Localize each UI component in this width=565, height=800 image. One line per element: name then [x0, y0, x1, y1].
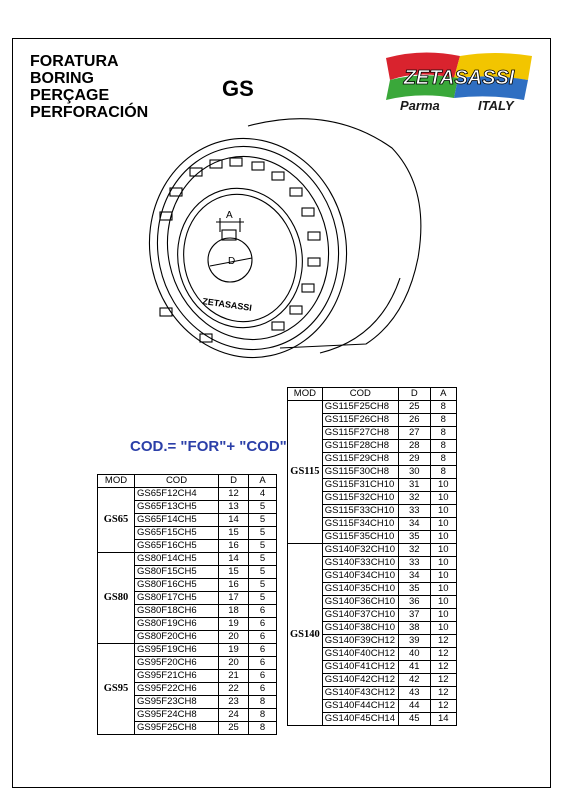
cod-cell: GS115F27CH8	[322, 427, 398, 440]
mod-header: MOD	[98, 475, 135, 488]
title-line-italian: FORATURA	[30, 53, 119, 70]
cod-cell: GS140F42CH12	[322, 674, 398, 687]
cod-cell: GS80F15CH5	[135, 566, 219, 579]
cod-cell: GS140F36CH10	[322, 596, 398, 609]
a-cell: 12	[430, 687, 456, 700]
a-cell: 6	[249, 644, 277, 657]
cod-cell: GS140F34CH10	[322, 570, 398, 583]
cod-cell: GS80F19CH6	[135, 618, 219, 631]
d-cell: 25	[398, 401, 430, 414]
cod-cell: GS140F39CH12	[322, 635, 398, 648]
a-cell: 10	[430, 505, 456, 518]
cod-cell: GS80F20CH6	[135, 631, 219, 644]
cod-cell: GS95F21CH6	[135, 670, 219, 683]
d-cell: 27	[398, 427, 430, 440]
d-cell: 19	[219, 618, 249, 631]
a-cell: 8	[430, 466, 456, 479]
d-cell: 41	[398, 661, 430, 674]
d-cell: 19	[219, 644, 249, 657]
cod-cell: GS140F44CH12	[322, 700, 398, 713]
model-group-cell: GS115	[288, 401, 323, 544]
cod-cell: GS140F45CH14	[322, 713, 398, 726]
a-header: A	[249, 475, 277, 488]
a-cell: 5	[249, 553, 277, 566]
cod-cell: GS95F24CH8	[135, 709, 219, 722]
d-cell: 12	[219, 488, 249, 501]
cod-cell: GS115F34CH10	[322, 518, 398, 531]
a-cell: 5	[249, 592, 277, 605]
table-row	[98, 488, 277, 501]
cod-cell: GS140F40CH12	[322, 648, 398, 661]
d-cell: 42	[398, 674, 430, 687]
a-cell: 10	[430, 518, 456, 531]
cod-cell: GS80F17CH5	[135, 592, 219, 605]
a-cell: 10	[430, 609, 456, 622]
d-cell: 33	[398, 557, 430, 570]
logo-brand-text: ZETASASSI	[403, 67, 515, 89]
cod-cell: GS80F18CH6	[135, 605, 219, 618]
d-header: D	[219, 475, 249, 488]
a-cell: 6	[249, 618, 277, 631]
hub-front-rim	[130, 120, 367, 370]
cod-cell: GS115F32CH10	[322, 492, 398, 505]
mod-header: MOD	[288, 388, 323, 401]
cod-header: COD	[322, 388, 398, 401]
a-cell: 5	[249, 527, 277, 540]
d-cell: 25	[219, 722, 249, 735]
logo-country: ITALY	[478, 98, 514, 113]
d-cell: 16	[219, 540, 249, 553]
d-cell: 45	[398, 713, 430, 726]
d-cell: 43	[398, 687, 430, 700]
boring-table-right	[287, 387, 457, 726]
a-cell: 8	[249, 696, 277, 709]
d-cell: 33	[398, 505, 430, 518]
hub-face	[165, 177, 315, 340]
a-cell: 10	[430, 492, 456, 505]
cod-cell: GS95F20CH6	[135, 657, 219, 670]
a-cell: 12	[430, 661, 456, 674]
a-cell: 10	[430, 596, 456, 609]
table-row	[288, 544, 457, 557]
dim-a-label: A	[226, 210, 233, 221]
cod-cell: GS65F16CH5	[135, 540, 219, 553]
table-row	[98, 644, 277, 657]
title-line-english: BORING	[30, 70, 94, 87]
d-cell: 15	[219, 566, 249, 579]
d-cell: 32	[398, 544, 430, 557]
a-header: A	[430, 388, 456, 401]
cod-cell: GS115F28CH8	[322, 440, 398, 453]
d-cell: 28	[398, 440, 430, 453]
d-cell: 14	[219, 553, 249, 566]
a-cell: 6	[249, 670, 277, 683]
a-cell: 14	[430, 713, 456, 726]
cod-cell: GS80F16CH5	[135, 579, 219, 592]
cod-cell: GS115F25CH8	[322, 401, 398, 414]
d-cell: 38	[398, 622, 430, 635]
cod-cell: GS65F15CH5	[135, 527, 219, 540]
d-header: D	[398, 388, 430, 401]
cod-cell: GS140F38CH10	[322, 622, 398, 635]
a-cell: 12	[430, 648, 456, 661]
d-cell: 31	[398, 479, 430, 492]
a-cell: 6	[249, 631, 277, 644]
a-cell: 6	[249, 683, 277, 696]
d-cell: 39	[398, 635, 430, 648]
d-cell: 18	[219, 605, 249, 618]
cod-cell: GS95F25CH8	[135, 722, 219, 735]
cod-cell: GS115F30CH8	[322, 466, 398, 479]
title-line-french: PERÇAGE	[30, 87, 110, 104]
a-cell: 10	[430, 583, 456, 596]
a-cell: 8	[430, 414, 456, 427]
a-cell: 6	[249, 605, 277, 618]
d-cell: 15	[219, 527, 249, 540]
d-cell: 13	[219, 501, 249, 514]
a-cell: 10	[430, 570, 456, 583]
cod-cell: GS95F23CH8	[135, 696, 219, 709]
cod-cell: GS115F26CH8	[322, 414, 398, 427]
a-cell: 8	[430, 440, 456, 453]
cod-cell: GS140F33CH10	[322, 557, 398, 570]
a-cell: 5	[249, 540, 277, 553]
cod-cell: GS115F35CH10	[322, 531, 398, 544]
d-cell: 32	[398, 492, 430, 505]
a-cell: 8	[430, 427, 456, 440]
gs-coupling-drawing	[130, 108, 430, 370]
a-cell: 12	[430, 635, 456, 648]
table-row	[288, 401, 457, 414]
a-cell: 5	[249, 514, 277, 527]
cod-cell: GS65F12CH4	[135, 488, 219, 501]
d-cell: 40	[398, 648, 430, 661]
a-cell: 10	[430, 557, 456, 570]
cod-cell: GS140F37CH10	[322, 609, 398, 622]
cod-cell: GS95F22CH6	[135, 683, 219, 696]
drawing-brand-mark: ZETASASSI	[201, 296, 253, 313]
cod-formula: COD.= "FOR"+ "COD"	[130, 438, 287, 455]
model-group-cell: GS80	[98, 553, 135, 644]
a-cell: 10	[430, 544, 456, 557]
d-cell: 29	[398, 453, 430, 466]
a-cell: 4	[249, 488, 277, 501]
cod-cell: GS115F33CH10	[322, 505, 398, 518]
d-cell: 35	[398, 531, 430, 544]
d-cell: 34	[398, 570, 430, 583]
cod-cell: GS115F31CH10	[322, 479, 398, 492]
a-cell: 12	[430, 700, 456, 713]
d-cell: 14	[219, 514, 249, 527]
a-cell: 12	[430, 674, 456, 687]
a-cell: 10	[430, 622, 456, 635]
a-cell: 8	[430, 453, 456, 466]
cod-cell: GS80F14CH5	[135, 553, 219, 566]
d-cell: 20	[219, 631, 249, 644]
boring-table-left	[97, 474, 277, 735]
a-cell: 10	[430, 479, 456, 492]
d-cell: 20	[219, 657, 249, 670]
model-name: GS	[222, 76, 254, 101]
d-cell: 34	[398, 518, 430, 531]
d-cell: 36	[398, 596, 430, 609]
d-cell: 21	[219, 670, 249, 683]
a-cell: 5	[249, 566, 277, 579]
cod-header: COD	[135, 475, 219, 488]
cod-cell: GS115F29CH8	[322, 453, 398, 466]
model-group-cell: GS140	[288, 544, 323, 726]
a-cell: 8	[249, 709, 277, 722]
cod-cell: GS65F14CH5	[135, 514, 219, 527]
d-cell: 24	[219, 709, 249, 722]
a-cell: 6	[249, 657, 277, 670]
title-line-spanish: PERFORACIÓN	[30, 104, 149, 121]
table-header-row	[288, 388, 457, 401]
model-group-cell: GS65	[98, 488, 135, 553]
table-header-row	[98, 475, 277, 488]
d-cell: 30	[398, 466, 430, 479]
a-cell: 5	[249, 501, 277, 514]
d-cell: 17	[219, 592, 249, 605]
dim-d-label: D	[228, 256, 236, 267]
d-cell: 35	[398, 583, 430, 596]
a-cell: 5	[249, 579, 277, 592]
logo-city: Parma	[400, 98, 440, 113]
cod-cell: GS95F19CH6	[135, 644, 219, 657]
cod-cell: GS140F41CH12	[322, 661, 398, 674]
hub-outer-body	[248, 119, 421, 348]
cod-cell: GS140F35CH10	[322, 583, 398, 596]
d-cell: 44	[398, 700, 430, 713]
a-cell: 8	[430, 401, 456, 414]
a-cell: 10	[430, 531, 456, 544]
d-cell: 26	[398, 414, 430, 427]
model-group-cell: GS95	[98, 644, 135, 735]
cod-cell: GS65F13CH5	[135, 501, 219, 514]
d-cell: 23	[219, 696, 249, 709]
d-cell: 16	[219, 579, 249, 592]
cod-cell: GS140F43CH12	[322, 687, 398, 700]
table-row	[98, 553, 277, 566]
a-cell: 8	[249, 722, 277, 735]
d-cell: 37	[398, 609, 430, 622]
d-cell: 22	[219, 683, 249, 696]
cod-cell: GS140F32CH10	[322, 544, 398, 557]
